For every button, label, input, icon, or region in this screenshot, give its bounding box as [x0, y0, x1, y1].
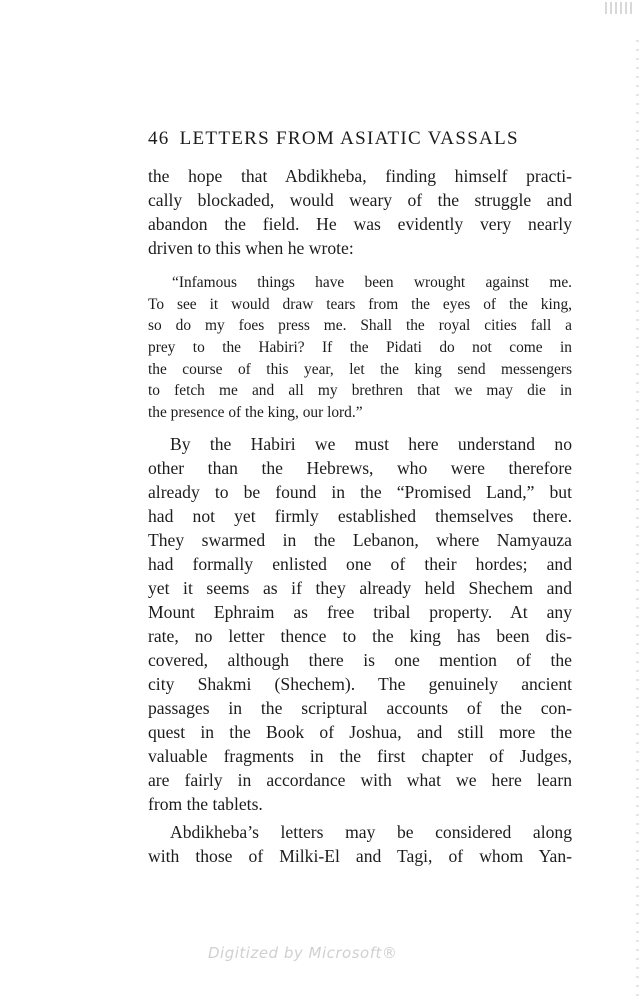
text-line: rate, no letter thence to the king has been dis-: [148, 626, 572, 646]
text-line: had not yet firmly established themselves there.: [148, 506, 572, 526]
text-line: valuable fragments in the first chapter of Judges,: [148, 746, 572, 766]
quote-line: To see it would draw tears from the eyes of the king,: [148, 295, 572, 313]
paragraph-1: [148, 164, 572, 260]
text-line: Mount Ephraim as free tribal property. At any: [148, 602, 572, 622]
text-line: already to be found in the “Promised Land,” but: [148, 482, 572, 502]
text-line: with those of Milki-El and Tagi, of whom Yan-: [148, 846, 572, 866]
quote-line: to fetch me and all my brethren that we may die in: [148, 382, 572, 400]
quote-line: so do my foes press me. Shall the royal cities fall a: [148, 317, 572, 335]
running-title: LETTERS FROM ASIATIC VASSALS: [179, 128, 519, 149]
paragraph-3: [148, 820, 572, 868]
quote-line: the presence of the king, our lord.”: [148, 404, 363, 422]
digitization-watermark: Digitized by Microsoft®: [208, 944, 398, 962]
text-line: other than the Hebrews, who were therefore: [148, 458, 572, 478]
quote-line: the course of this year, let the king send messengers: [148, 360, 572, 378]
text-line: By the Habiri we must here understand no: [170, 434, 572, 454]
text-line: covered, although there is one mention of the: [148, 650, 572, 670]
text-line: had formally enlisted one of their hordes; and: [148, 554, 572, 574]
text-line: city Shakmi (Shechem). The genuinely ancient: [148, 674, 572, 694]
text-line: the hope that Abdikheba, finding himself practi-: [148, 166, 572, 186]
quote-line: “Infamous things have been wrought against me.: [172, 274, 572, 291]
text-line: from the tablets.: [148, 794, 263, 814]
block-quote: [148, 272, 572, 424]
text-line: yet it seems as if they already held Shechem and: [148, 578, 572, 598]
page-number: 46: [148, 128, 170, 149]
paragraph-2: [148, 432, 572, 816]
text-line: are fairly in accordance with what we here learn: [148, 770, 572, 790]
text-line: Abdikheba’s letters may be considered along: [170, 822, 572, 842]
text-line: quest in the Book of Joshua, and still more the: [148, 722, 572, 742]
text-line: They swarmed in the Lebanon, where Namyauza: [148, 530, 572, 550]
quote-line: prey to the Habiri? If the Pidati do not come in: [148, 339, 572, 357]
running-header: [148, 128, 578, 154]
scan-artifact: [605, 2, 635, 14]
text-line: passages in the scriptural accounts of the con-: [148, 698, 572, 718]
text-line: abandon the field. He was evidently very nearly: [148, 214, 572, 234]
text-line: driven to this when he wrote:: [148, 238, 354, 258]
page-edge: [636, 40, 639, 1000]
text-line: cally blockaded, would weary of the struggle and: [148, 190, 572, 210]
